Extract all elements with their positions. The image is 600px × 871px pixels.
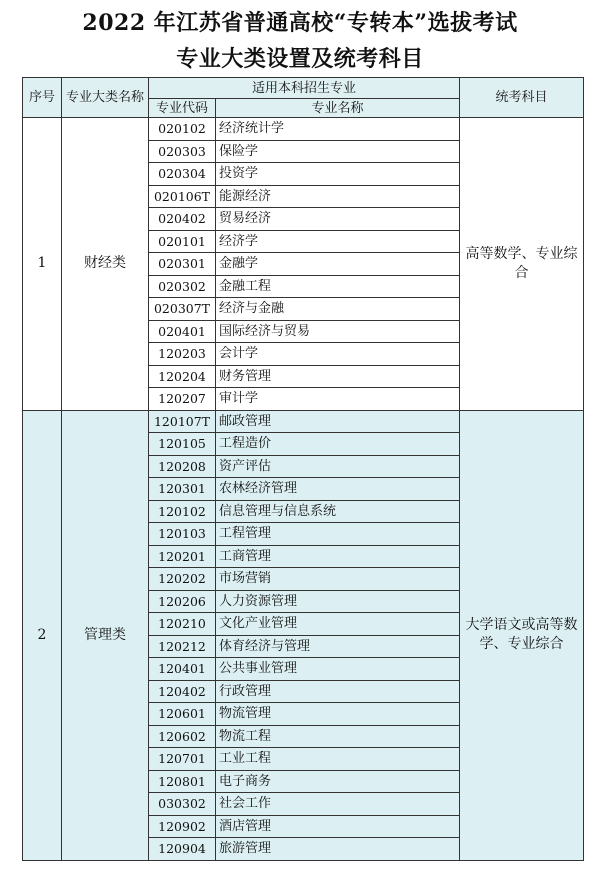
major-code: 120107T [149,410,216,433]
major-name: 电子商务 [216,770,460,793]
major-code: 120210 [149,613,216,636]
major-code: 020302 [149,275,216,298]
major-code: 120904 [149,838,216,861]
header-subjects: 统考科目 [460,78,584,118]
major-name: 行政管理 [216,680,460,703]
major-name: 物流工程 [216,725,460,748]
major-name: 能源经济 [216,185,460,208]
major-code: 020106T [149,185,216,208]
major-code: 120103 [149,523,216,546]
majors-table [22,77,584,861]
major-code: 120401 [149,658,216,681]
major-code: 020303 [149,140,216,163]
major-code: 120206 [149,590,216,613]
major-name: 物流管理 [216,703,460,726]
major-name: 贸易经济 [216,208,460,231]
major-name: 工商管理 [216,545,460,568]
header-seq: 序号 [23,78,62,118]
title-line-1: 2022 年江苏省普通高校“专转本”选拔考试 [82,10,518,36]
header-name: 专业名称 [216,99,460,118]
group-category: 财经类 [62,118,149,411]
title-line-2: 专业大类设置及统考科目 [176,46,424,72]
group-seq: 1 [23,118,62,411]
major-code: 120801 [149,770,216,793]
major-name: 农林经济管理 [216,478,460,501]
major-code: 020402 [149,208,216,231]
major-code: 120102 [149,500,216,523]
major-name: 经济学 [216,230,460,253]
major-code: 120212 [149,635,216,658]
major-name: 投资学 [216,163,460,186]
major-name: 邮政管理 [216,410,460,433]
major-code: 020307T [149,298,216,321]
major-name: 市场营销 [216,568,460,591]
major-code: 120902 [149,815,216,838]
major-code: 020304 [149,163,216,186]
header-code: 专业代码 [149,99,216,118]
major-code: 020101 [149,230,216,253]
major-code: 120208 [149,455,216,478]
major-code: 020401 [149,320,216,343]
major-code: 120203 [149,343,216,366]
major-name: 财务管理 [216,365,460,388]
major-name: 经济与金融 [216,298,460,321]
major-code: 120207 [149,388,216,411]
major-code: 120602 [149,725,216,748]
group-seq: 2 [23,410,62,860]
header-category: 专业大类名称 [62,78,149,118]
major-code: 120204 [149,365,216,388]
major-name: 公共事业管理 [216,658,460,681]
major-name: 工程造价 [216,433,460,456]
major-code: 120402 [149,680,216,703]
group-subjects: 高等数学、专业综合 [460,118,584,411]
major-code: 120301 [149,478,216,501]
major-name: 文化产业管理 [216,613,460,636]
major-code: 120202 [149,568,216,591]
major-name: 审计学 [216,388,460,411]
group-subjects: 大学语文或高等数学、专业综合 [460,410,584,860]
major-code: 120105 [149,433,216,456]
major-code: 120201 [149,545,216,568]
major-name: 体育经济与管理 [216,635,460,658]
major-name: 信息管理与信息系统 [216,500,460,523]
major-code: 120601 [149,703,216,726]
major-name: 保险学 [216,140,460,163]
major-code: 030302 [149,793,216,816]
major-name: 工业工程 [216,748,460,771]
major-code: 020301 [149,253,216,276]
table-row [23,410,584,433]
major-name: 人力资源管理 [216,590,460,613]
major-name: 国际经济与贸易 [216,320,460,343]
major-name: 会计学 [216,343,460,366]
major-name: 经济统计学 [216,118,460,141]
major-name: 金融学 [216,253,460,276]
major-name: 工程管理 [216,523,460,546]
group-category: 管理类 [62,410,149,860]
header-applicable: 适用本科招生专业 [149,78,460,99]
major-name: 酒店管理 [216,815,460,838]
major-code: 020102 [149,118,216,141]
table-row [23,118,584,141]
major-name: 旅游管理 [216,838,460,861]
major-name: 社会工作 [216,793,460,816]
major-name: 资产评估 [216,455,460,478]
major-code: 120701 [149,748,216,771]
major-name: 金融工程 [216,275,460,298]
